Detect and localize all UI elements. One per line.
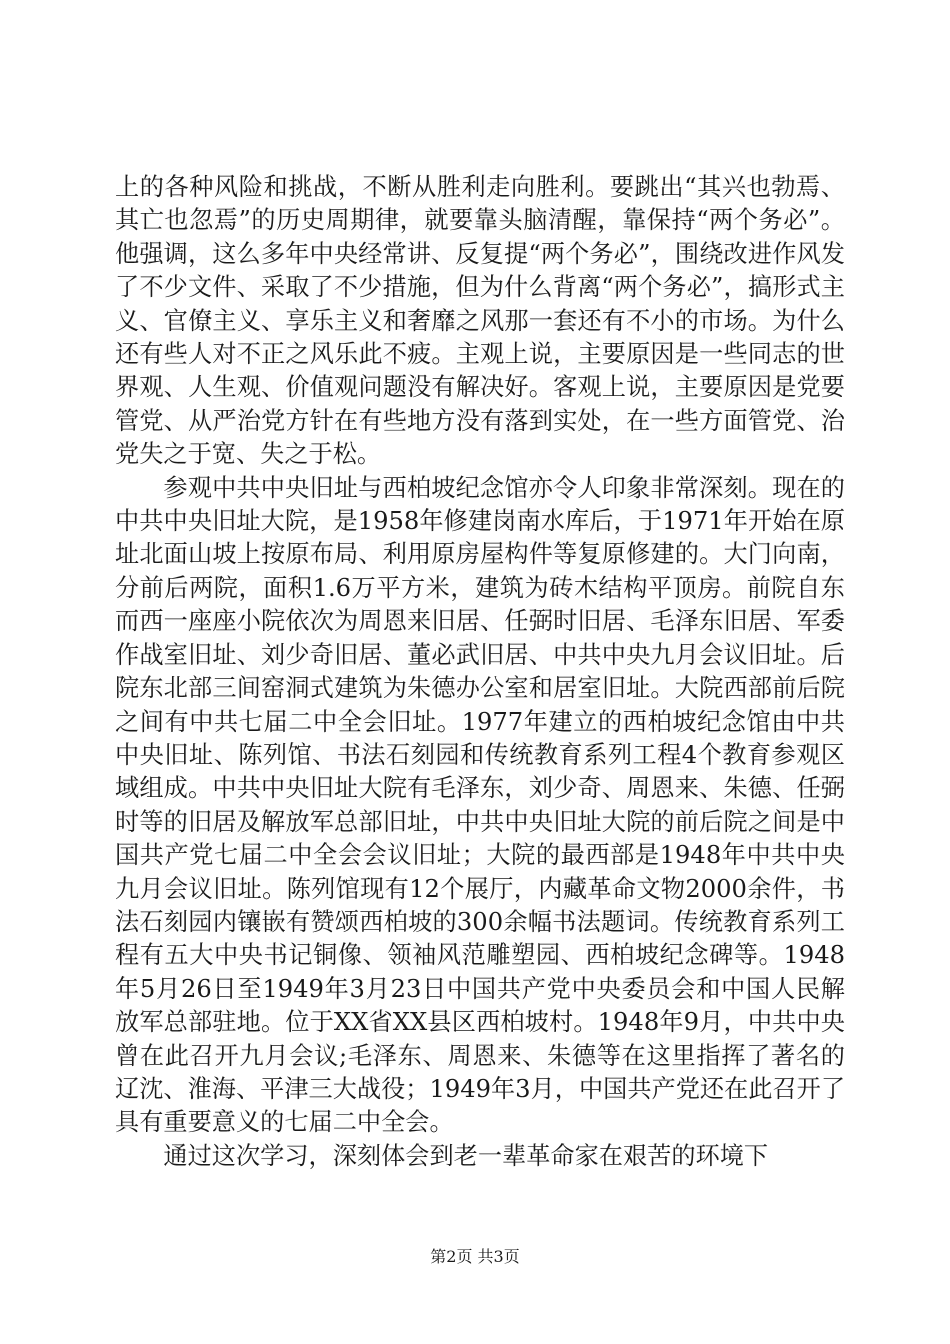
page-footer — [0, 1247, 950, 1267]
paragraph-2: 参观中共中央旧址与西柏坡纪念馆亦令人印象非常深刻。现在的中共中央旧址大院，是1958年修建岗南水库后，于1971年开始在原址北面山坡上按原布局、利用原房屋构件等复原修建的。大门向南，分前后两院，面积1.6万平方米，建筑为砖木结构平顶房。前院自东而西一座座小院依次为周恩来旧居、任弼时旧居、毛泽东旧居、军委作战室旧址、刘少奇旧居、董必武旧居、中共中央九月会议旧址。后院东北部三间窑洞式建筑为朱德办公室和居室旧址。大院西部前后院之间有中共七届二中全会旧址。1977年建立的西柏坡纪念馆由中共中央旧址、陈列馆、书法石刻园和传统教育系列工程4个教育参观区域组成。中共中央旧址大院有毛泽东，刘少奇、周恩来、朱德、任弼时等的旧居及解放军总部旧址，中共中央旧址大院的前后院之间是中国共产党七届二中全会会议旧址；大院的最西部是1948年中共中央九月会议旧址。陈列馆现有12个展厅，内藏革命文物2000余件，书法石刻园内镶嵌有赞颂西柏坡的300余幅书法题词。传统教育系列工程有五大中央书记铜像、领袖风范雕塑园、西柏坡纪念碑等。1948年5月26日至1949年3月23日中国共产党中央委员会和中国人民解放军总部驻地。位于XX省XX县区西柏坡村。1948年9月，中共中央曾在此召开九月会议;毛泽东、周恩来、朱德等在这里指挥了著名的辽沈、淮海、平津三大战役；1949年3月，中国共产党还在此召开了具有重要意义的七届二中全会。 — [115, 473, 846, 1137]
paragraph-1: 上的各种风险和挑战，不断从胜利走向胜利。要跳出“其兴也勃焉、其亡也忽焉”的历史周期律，就要靠头脑清醒，靠保持“两个务必”。他强调，这么多年中央经常讲、反复提“两个务必”，围绕改进作风发了不少文件、采取了不少措施，但为什么背离“两个务必”，搞形式主义、官僚主义、享乐主义和奢靡之风那一套还有不小的市场。为什么还有些人对不正之风乐此不疲。主观上说，主要原因是一些同志的世界观、人生观、价值观问题没有解决好。客观上说，主要原因是党要管党、从严治党方针在有些地方没有落到实处，在一些方面管党、治党失之于宽、失之于松。 — [115, 173, 845, 469]
document-body — [115, 171, 845, 1173]
page-number-label: 第2页 共3页 — [430, 1247, 520, 1266]
paragraph-3: 通过这次学习，深刻体会到老一辈革命家在艰苦的环境下 — [163, 1141, 769, 1170]
